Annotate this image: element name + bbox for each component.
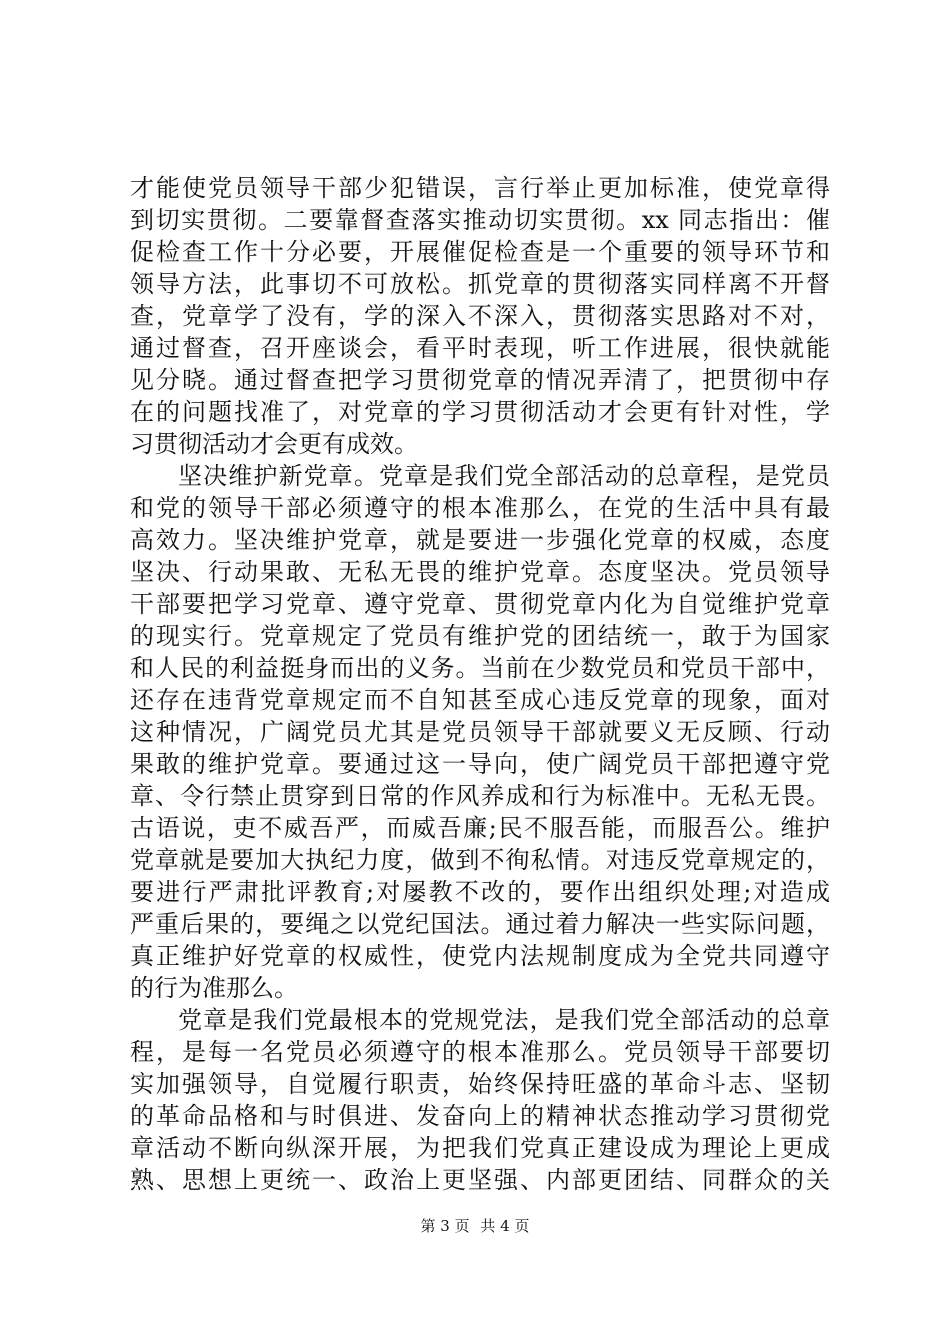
text-line: 真正维护好党章的权威性，使党内法规制度成为全党共同遵守 [130,942,830,970]
document-body [130,172,830,1196]
text-line: 见分晓。通过督查把学习贯彻党章的情况弄清了，把贯彻中存 [130,366,830,394]
text-line: 实加强领导，自觉履行职责，始终保持旺盛的革命斗志、坚韧 [130,1070,830,1098]
text-line: 的现实行。党章规定了党员有维护党的团结统一，敢于为国家 [130,622,830,650]
text-line: 的行为准那么。 [130,974,298,1002]
text-line: 的革命品格和与时俱进、发奋向上的精神状态推动学习贯彻党 [130,1102,830,1130]
page-footer [0,1216,950,1236]
text-line: 通过督查，召开座谈会，看平时表现，听工作进展，很快就能 [130,334,830,362]
text-line: 要进行严肃批评教育;对屡教不改的，要作出组织处理;对造成 [130,878,830,906]
text-line: 坚决、行动果敢、无私无畏的维护党章。态度坚决。党员领导 [130,558,830,586]
paragraph-start-line: 党章是我们党最根本的党规党法，是我们党全部活动的总章 [178,1006,830,1034]
text-line: 到切实贯彻。二要靠督查落实推动切实贯彻。xx 同志指出：催 [130,206,830,234]
text-line: 和党的领导干部必须遵守的根本准那么，在党的生活中具有最 [130,494,830,522]
text-line: 才能使党员领导干部少犯错误，言行举止更加标准，使党章得 [130,174,830,202]
text-line: 严重后果的，要绳之以党纪国法。通过着力解决一些实际问题， [130,910,830,938]
text-line: 促检查工作十分必要，开展催促检查是一个重要的领导环节和 [130,238,830,266]
text-line: 和人民的利益挺身而出的义务。当前在少数党员和党员干部中， [130,654,830,682]
page-number: 第 3 页 [420,1217,470,1235]
text-line: 还存在违背党章规定而不自知甚至成心违反党章的现象，面对 [130,686,830,714]
text-line: 程，是每一名党员必须遵守的根本准那么。党员领导干部要切 [130,1038,830,1066]
text-line: 熟、思想上更统一、政治上更坚强、内部更团结、同群众的关 [130,1166,830,1194]
text-line: 干部要把学习党章、遵守党章、贯彻党章内化为自觉维护党章 [130,590,830,618]
text-line: 领导方法，此事切不可放松。抓党章的贯彻落实同样离不开督 [130,270,830,298]
page-total: 共 4 页 [480,1217,530,1235]
text-line: 高效力。坚决维护党章，就是要进一步强化党章的权威，态度 [130,526,830,554]
text-line: 章、令行禁止贯穿到日常的作风养成和行为标准中。无私无畏。 [130,782,830,810]
text-line: 查，党章学了没有，学的深入不深入，贯彻落实思路对不对， [130,302,830,330]
text-line: 习贯彻活动才会更有成效。 [130,430,418,458]
text-line: 党章就是要加大执纪力度，做到不徇私情。对违反党章规定的， [130,846,830,874]
paragraph-start-line: 坚决维护新党章。党章是我们党全部活动的总章程，是党员 [178,462,830,490]
text-line: 章活动不断向纵深开展，为把我们党真正建设成为理论上更成 [130,1134,830,1162]
text-line: 在的问题找准了，对党章的学习贯彻活动才会更有针对性，学 [130,398,830,426]
text-line: 这种情况，广阔党员尤其是党员领导干部就要义无反顾、行动 [130,718,830,746]
text-line: 古语说，吏不威吾严，而威吾廉;民不服吾能，而服吾公。维护 [130,814,830,842]
text-line: 果敢的维护党章。要通过这一导向，使广阔党员干部把遵守党 [130,750,830,778]
